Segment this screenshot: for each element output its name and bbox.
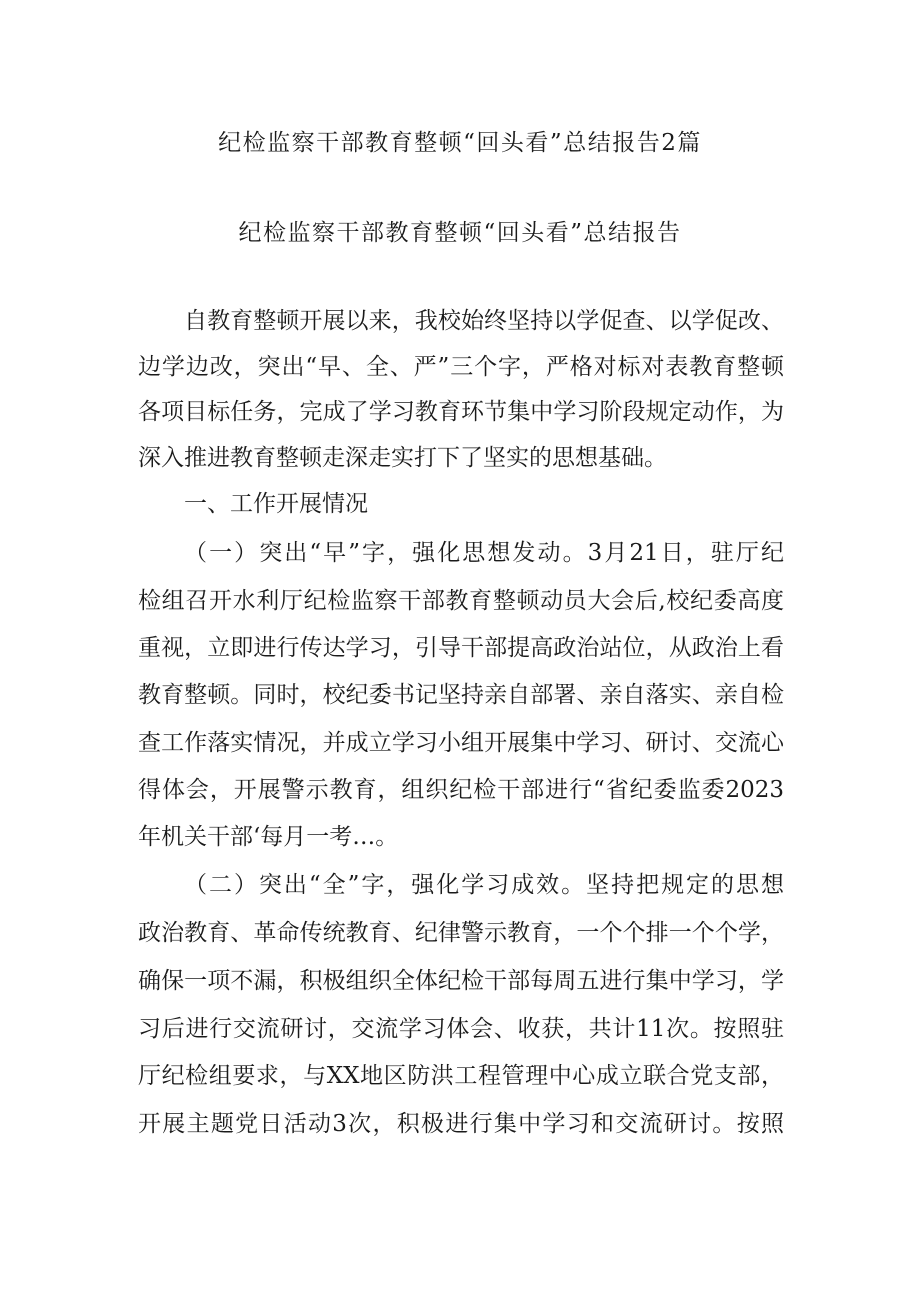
body-line: 各项目标任务，完成了学习教育环节集中学习阶段规定动作，为 — [138, 399, 784, 425]
body-line: 开展主题党日活动3次，积极进行集中学习和交流研讨。按照 — [138, 1111, 784, 1137]
body-line: （一）突出“早”字，强化思想发动。3月21日，驻厅纪 — [184, 540, 784, 566]
body-line: 厅纪检组要求，与XX地区防洪工程管理中心成立联合党支部， — [138, 1063, 784, 1089]
body-line: 查工作落实情况，并成立学习小组开展集中学习、研讨、交流心 — [138, 730, 784, 756]
body-line: （二）突出“全”字，强化学习成效。坚持把规定的思想 — [184, 872, 784, 898]
body-line: 教育整顿。同时，校纪委书记坚持亲自部署、亲自落实、亲自检 — [138, 682, 784, 708]
body-line: 一、工作开展情况 — [184, 491, 368, 517]
body-line: 年机关干部‘每月一考…。 — [138, 824, 399, 850]
body-line: 确保一项不漏，积极组织全体纪检干部每周五进行集中学习，学 — [138, 968, 784, 994]
body-line: 习后进行交流研讨，交流学习体会、收获，共计11次。按照驻 — [138, 1016, 784, 1042]
body-line: 得体会，开展警示教育，组织纪检干部进行“省纪委监委2023 — [138, 777, 784, 803]
body-line: 政治教育、革命传统教育、纪律警示教育，一个个排一个个学， — [138, 920, 784, 946]
body-line: 检组召开水利厅纪检监察干部教育整顿动员大会后,校纪委高度 — [138, 588, 784, 614]
body-line: 深入推进教育整顿走深走实打下了坚实的思想基础。 — [138, 445, 667, 471]
body-line: 边学边改，突出“早、全、严”三个字，严格对标对表教育整顿 — [138, 354, 784, 380]
body-line: 自教育整顿开展以来，我校始终坚持以学促查、以学促改、 — [184, 308, 784, 334]
document-title: 纪检监察干部教育整顿“回头看”总结报告2篇 — [218, 130, 702, 156]
document-subtitle: 纪检监察干部教育整顿“回头看”总结报告 — [238, 220, 682, 246]
body-line: 重视，立即进行传达学习，引导干部提高政治站位，从政治上看 — [138, 635, 784, 661]
